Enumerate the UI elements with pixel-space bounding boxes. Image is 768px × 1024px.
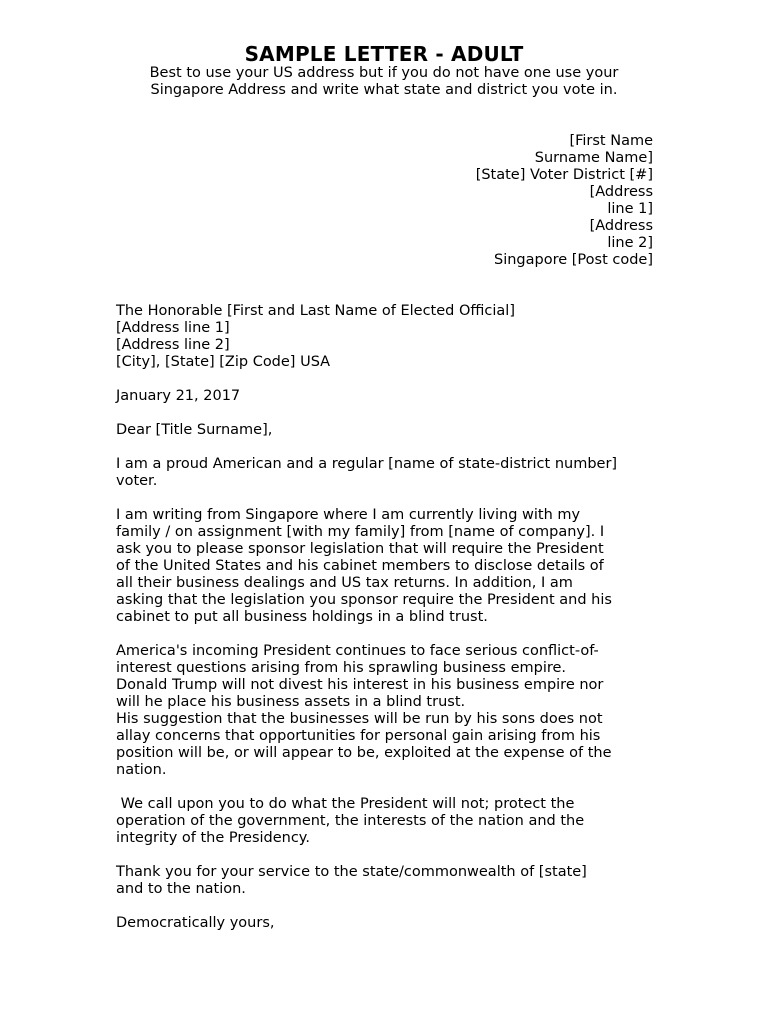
letter-title: SAMPLE LETTER - ADULT — [244, 42, 524, 66]
salutation: Dear [Title Surname], — [116, 422, 273, 438]
paragraph-line: operation of the government, the interests of the nation and the — [116, 813, 585, 829]
sender-address-block — [476, 133, 653, 269]
paragraph-line: cabinet to put all business holdings in a blind trust. — [116, 609, 488, 625]
paragraph-request — [116, 507, 661, 626]
letter-body — [116, 303, 661, 932]
paragraph-line: family / on assignment [with my family] from [name of company]. I — [116, 524, 605, 540]
sender-line: line 2] — [607, 235, 653, 251]
sender-line: [Address — [589, 218, 653, 234]
sender-line: [First Name — [569, 133, 653, 149]
paragraph-line: all their business dealings and US tax returns. In addition, I am — [116, 575, 573, 591]
sender-line: Surname Name] — [534, 150, 653, 166]
subtitle-line: Singapore Address and write what state and district you vote in. — [150, 82, 618, 98]
paragraph-line: America's incoming President continues to face serious conflict-of- — [116, 643, 599, 659]
sender-line: [Address — [589, 184, 653, 200]
paragraph-line: ask you to please sponsor legislation that will require the President — [116, 541, 604, 557]
paragraph-line: Thank you for your service to the state/commonwealth of [state] — [116, 864, 587, 880]
letter-date: January 21, 2017 — [116, 388, 241, 404]
paragraph-line: I am writing from Singapore where I am currently living with my — [116, 507, 581, 523]
recipient-line: [Address line 2] — [116, 337, 230, 353]
paragraph-line: position will be, or will appear to be, exploited at the expense of the — [116, 745, 612, 761]
sender-line: Singapore [Post code] — [494, 252, 653, 268]
paragraph-line: and to the nation. — [116, 881, 246, 897]
letter-subtitle — [0, 65, 768, 99]
paragraph-line: voter. — [116, 473, 158, 489]
paragraph-line: We call upon you to do what the President will not; protect the — [116, 796, 575, 812]
paragraph-line: I am a proud American and a regular [name of state-district number] — [116, 456, 618, 472]
paragraph-line: integrity of the Presidency. — [116, 830, 310, 846]
paragraph-concerns — [116, 643, 661, 779]
recipient-line: [City], [State] [Zip Code] USA — [116, 354, 331, 370]
paragraph-line: Donald Trump will not divest his interest in his business empire nor — [116, 677, 604, 693]
paragraph-line: interest questions arising from his sprawling business empire. — [116, 660, 567, 676]
recipient-address-block — [116, 303, 661, 371]
recipient-line: [Address line 1] — [116, 320, 230, 336]
recipient-line: The Honorable [First and Last Name of Elected Official] — [116, 303, 515, 319]
paragraph-intro — [116, 456, 661, 490]
paragraph-line: nation. — [116, 762, 167, 778]
paragraph-line: of the United States and his cabinet members to disclose details of — [116, 558, 604, 574]
closing: Democratically yours, — [116, 915, 275, 931]
sender-line: line 1] — [607, 201, 653, 217]
paragraph-line: allay concerns that opportunities for personal gain arising from his — [116, 728, 601, 744]
paragraph-line: will he place his business assets in a blind trust. — [116, 694, 466, 710]
paragraph-call-to-action — [116, 796, 661, 847]
paragraph-thanks — [116, 864, 661, 898]
paragraph-line: His suggestion that the businesses will be run by his sons does not — [116, 711, 603, 727]
sender-line: [State] Voter District [#] — [475, 167, 653, 183]
subtitle-line: Best to use your US address but if you do not have one use your — [149, 65, 619, 81]
paragraph-line: asking that the legislation you sponsor require the President and his — [116, 592, 612, 608]
